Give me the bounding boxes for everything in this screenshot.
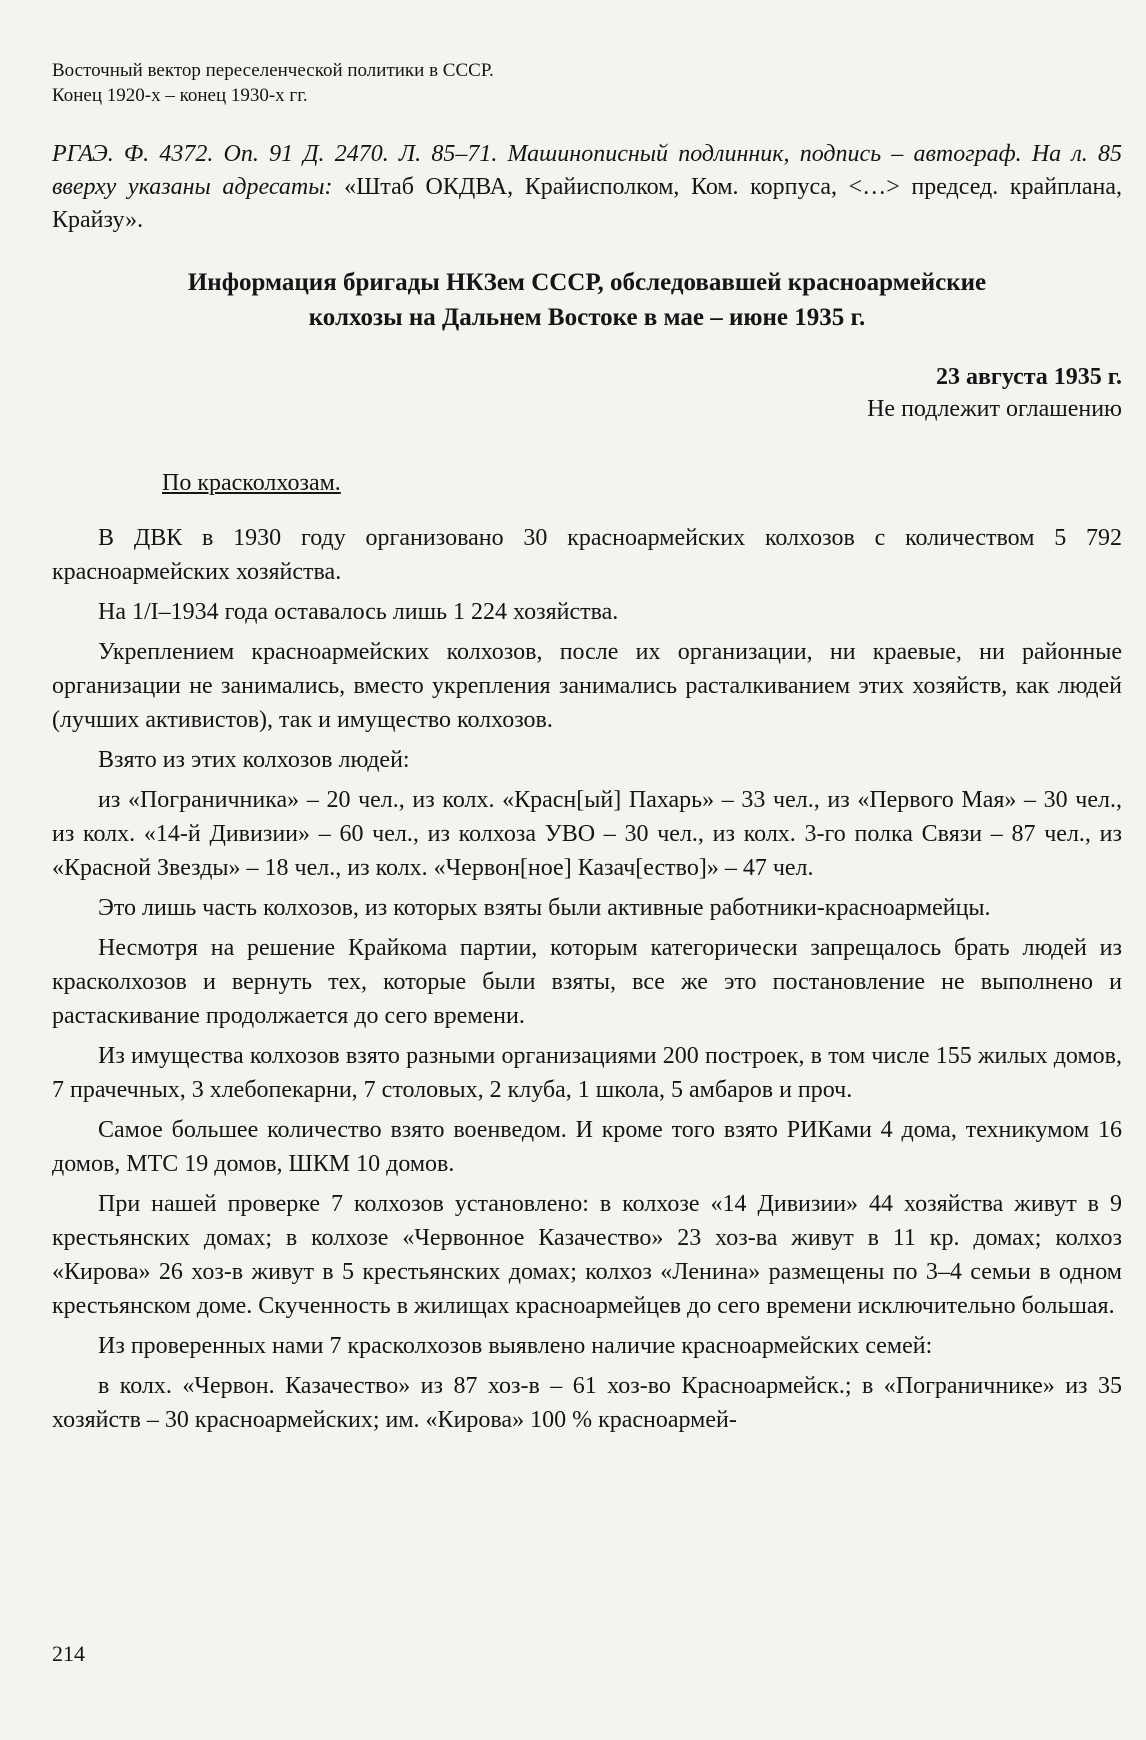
page-content bbox=[52, 58, 1122, 1443]
paragraph-2: На 1/I–1934 года оставалось лишь 1 224 хозяйства. bbox=[98, 599, 619, 625]
paragraph-8: Из имущества колхозов взято разными организациями 200 построек, в том числе 155 жилых домов, 7 прачечных, 3 хлебопекарни, 7 столовых, 2 клуба, 1 школа, 5 амбаров и проч. bbox=[52, 1043, 1122, 1103]
paragraph-10: При нашей проверке 7 колхозов установлено: в колхозе «14 Дивизии» 44 хозяйства живут в 9 крестьянских домах; в колхозе «Червонное Казачество» 23 хоз-ва живут в 11 кр. домах; колхоз «Кирова» 26 хоз-в живут в 5 крестьянских домах; колхоз «Ленина» размещены по 3–4 семьи в одном крестьянском доме. Скученность в жилищах красноармейцев до сего времени исключительно большая. bbox=[52, 1191, 1122, 1319]
document-title-line-1: Информация бригады НКЗем СССР, обследовавшей красноармейские bbox=[187, 269, 987, 296]
classification-note: Не подлежит оглашению bbox=[867, 396, 1122, 422]
running-head-line-1: Восточный вектор переселенческой политики в СССР. bbox=[52, 60, 494, 81]
document-date: 23 августа 1935 г. bbox=[935, 364, 1122, 390]
document-title-line-2: колхозы на Дальнем Востоке в мае – июне 1935 г. bbox=[308, 304, 866, 331]
paragraph-9: Самое большее количество взято военведом. И кроме того взято РИКами 4 дома, техникумом 16 домов, МТС 19 домов, ШКМ 10 домов. bbox=[52, 1117, 1122, 1177]
document-title bbox=[52, 265, 1122, 335]
page-number: 214 bbox=[52, 1641, 85, 1666]
paragraph-6: Это лишь часть колхозов, из которых взяты были активные работники-красноармейцы. bbox=[98, 895, 991, 921]
source-reference: РГАЭ. Ф. 4372. Оп. 91 Д. 2470. Л. 85–71. Машинописный подлинник, подпись – автограф. На л. 85 вверху указаны адресаты: bbox=[52, 141, 1122, 200]
source-addressees: «Штаб ОКДВА, Крайисполком, Ком. корпуса, <…> председ. крайплана, Крайзу». bbox=[52, 174, 1123, 233]
running-head bbox=[52, 58, 1122, 108]
paragraph-12: в колх. «Червон. Казачество» из 87 хоз-в – 61 хоз-во Красноармейск.; в «Пограничнике» из 35 хозяйств – 30 красноармейских; им. «Кирова» 100 % красноармей- bbox=[52, 1373, 1122, 1433]
paragraph-7: Несмотря на решение Крайкома партии, которым категорически запрещалось брать людей из красколхозов и вернуть тех, которые были взяты, все же это постановление не выполнено и растаскивание продолжается до сего времени. bbox=[52, 935, 1122, 1029]
paragraph-5: из «Пограничника» – 20 чел., из колх. «Красн[ый] Пахарь» – 33 чел., из «Первого Мая» – 30 чел., из колх. «14-й Дивизии» – 60 чел., из колхоза УВО – 30 чел., из колх. 3-го полка Связи – 87 чел., из «Красной Звезды» – 18 чел., из колх. «Червон[ное] Казач[ество]» – 47 чел. bbox=[52, 787, 1122, 881]
section-subheading: По красколхозам. bbox=[162, 470, 341, 496]
archival-source-note bbox=[52, 138, 1122, 237]
running-head-line-2: Конец 1920-х – конец 1930-х гг. bbox=[52, 85, 308, 106]
paragraph-1: В ДВК в 1930 году организовано 30 красноармейских колхозов с количеством 5 792 красноармейских хозяйства. bbox=[52, 525, 1122, 585]
paragraph-3: Укреплением красноармейских колхозов, после их организации, ни краевые, ни районные организации не занимались, вместо укрепления занимались расталкиванием этих хозяйств, как людей (лучших активистов), так и имущество колхозов. bbox=[52, 639, 1122, 733]
paragraph-11: Из проверенных нами 7 красколхозов выявлено наличие красноармейских семей: bbox=[98, 1333, 933, 1359]
paragraph-4: Взято из этих колхозов людей: bbox=[98, 747, 410, 773]
document-body bbox=[52, 521, 1122, 1437]
